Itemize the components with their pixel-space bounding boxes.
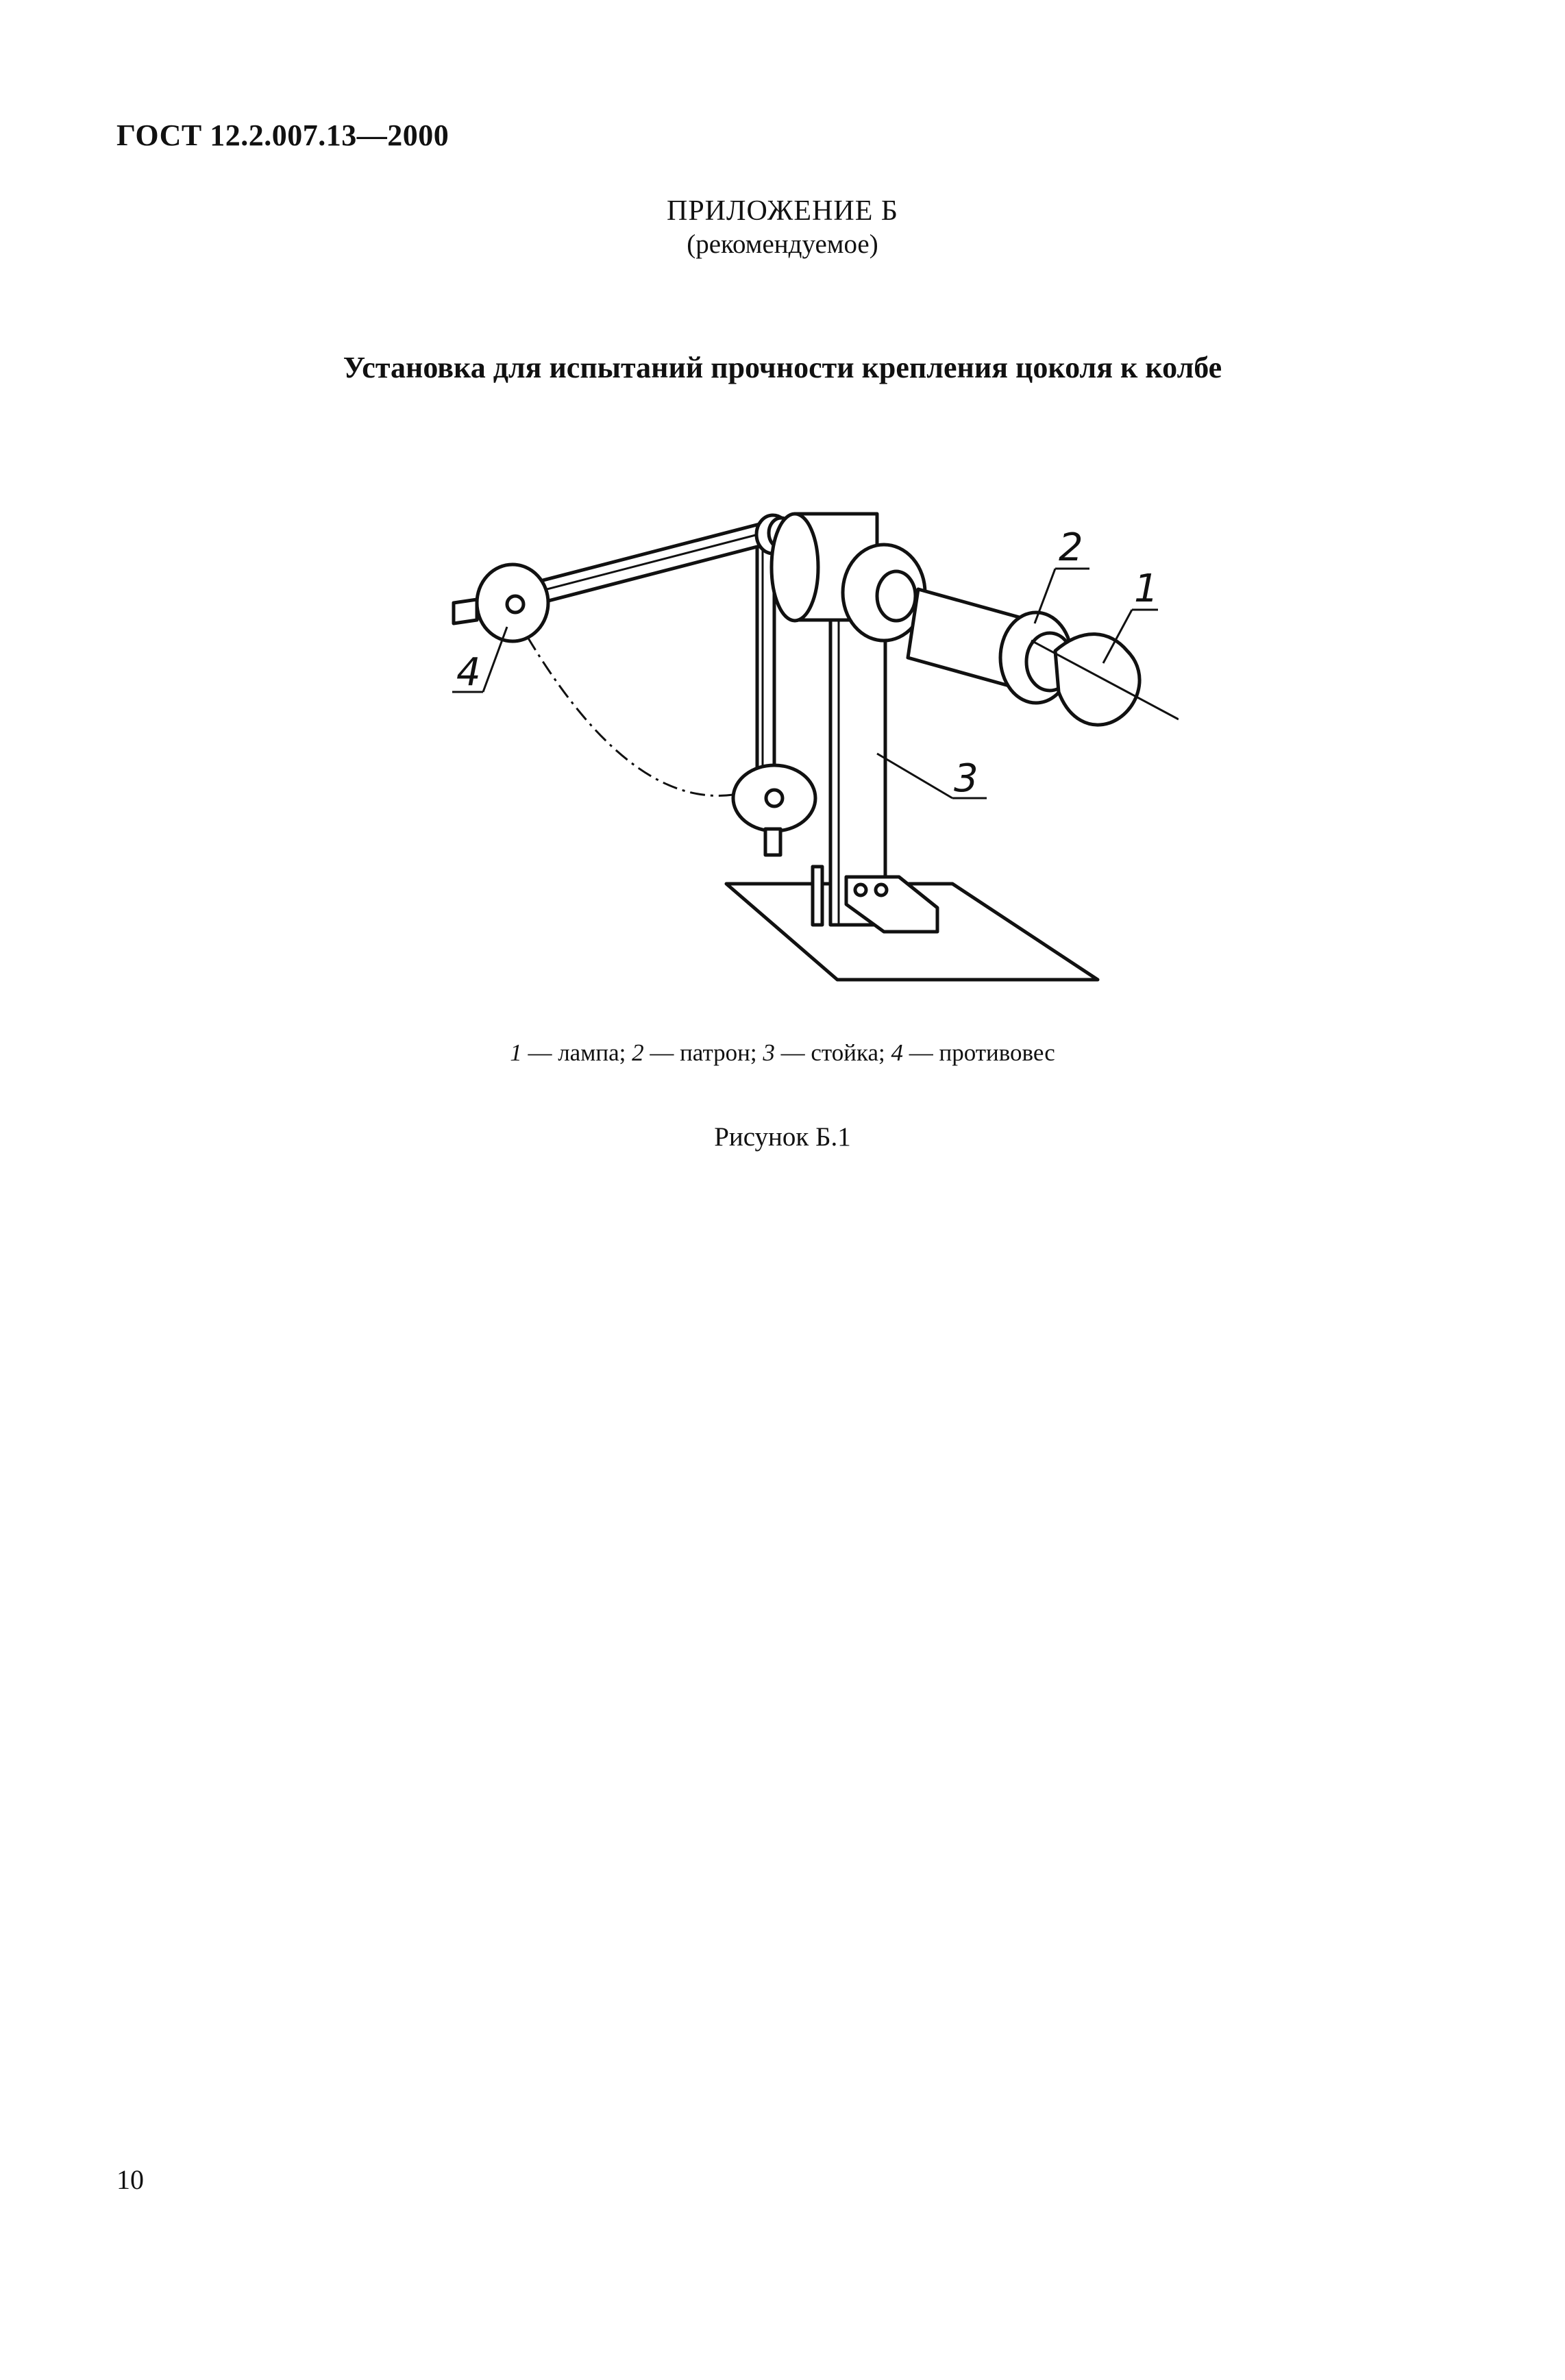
page-number: 10 — [116, 2164, 144, 2195]
legend-text: — лампа; — [521, 1039, 632, 1066]
appendix-status: (рекомендуемое) — [687, 230, 878, 259]
test-rig-figure — [411, 486, 1179, 1000]
figure-caption: Рисунок Б.1 — [714, 1122, 851, 1152]
holder-collar-bore — [877, 571, 915, 621]
callout-4: 4 — [456, 650, 481, 695]
legend-num: 4 — [891, 1039, 903, 1066]
counterweight-alt — [733, 765, 815, 831]
callout-3-leader — [877, 754, 952, 798]
bracket-bolt — [876, 884, 887, 895]
callout-2: 2 — [1059, 525, 1083, 570]
figure-legend — [0, 1039, 1565, 1067]
bracket-bolt — [855, 884, 866, 895]
counterweight-alt-stem — [765, 829, 780, 855]
counterweight — [477, 565, 548, 641]
document-code: ГОСТ 12.2.007.13—2000 — [116, 119, 449, 152]
test-rig-drawing — [411, 486, 1179, 1000]
appendix-title: ПРИЛОЖЕНИЕ Б — [666, 195, 898, 227]
lever-edge — [521, 532, 769, 596]
legend-num: 1 — [510, 1039, 522, 1066]
stand-gusset — [813, 867, 822, 925]
lamp — [1055, 634, 1139, 725]
swing-path — [528, 637, 733, 795]
legend-num: 2 — [632, 1039, 644, 1066]
callout-1: 1 — [1134, 567, 1159, 611]
legend-text: — стойка; — [774, 1039, 891, 1066]
legend-text: — противовес — [902, 1039, 1055, 1066]
section-title: Установка для испытаний прочности крепления цоколя к колбе — [343, 351, 1222, 384]
holder-cylinder-end — [772, 514, 818, 621]
legend-num: 3 — [763, 1039, 775, 1066]
legend-text: — патрон; — [643, 1039, 763, 1066]
counterweight-block — [454, 599, 477, 623]
callout-3: 3 — [954, 756, 978, 801]
